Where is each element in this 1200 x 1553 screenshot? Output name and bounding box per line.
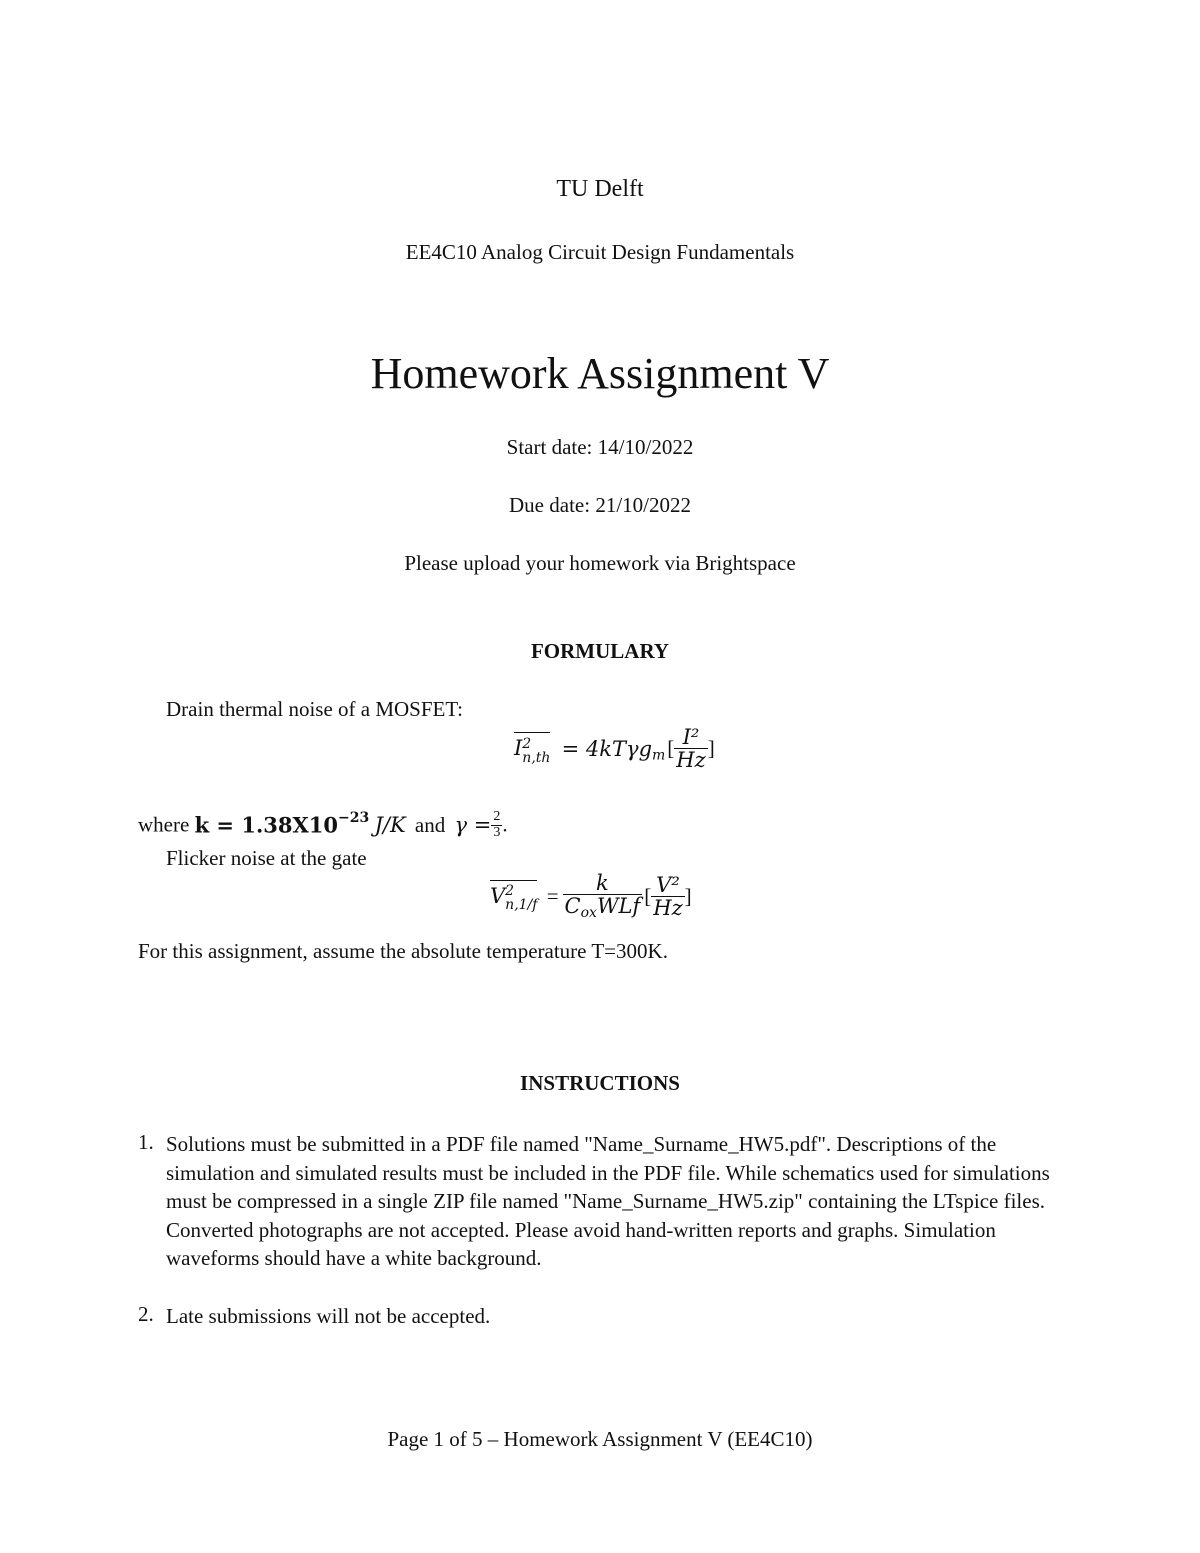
- university-name: TU Delft: [556, 176, 644, 202]
- page-title: Homework Assignment V: [370, 349, 830, 398]
- instructions-heading: INSTRUCTIONS: [520, 1071, 680, 1095]
- k-value: k = 1.38X10: [194, 812, 338, 838]
- gamma-den: 3: [493, 824, 501, 840]
- eq2-fraction: [563, 872, 643, 921]
- list-item: Solutions must be submitted in a PDF file named "Name_Surname_HW5.pdf". Descriptions of the simulation and simulated results must be included in the PDF file. While schematics used for simulations must be compressed in a single ZIP file named "Name_Surname_HW5.zip" containing the LTspice files. Converted photographs are not accepted. Please avoid hand-written reports and graphs. Simulation waveforms should have a white background.: [166, 1132, 1050, 1270]
- gamma-end: .: [502, 812, 508, 837]
- start-date: Start date: 14/10/2022: [506, 435, 694, 459]
- eq2-equals: =: [546, 883, 559, 908]
- gamma-fraction: [491, 810, 502, 840]
- upload-note: Please upload your homework via Brightspace: [404, 551, 796, 575]
- eq2-frac-num: k: [596, 871, 609, 895]
- eq2-lhs-sub: n,1/f: [505, 897, 538, 914]
- gamma-expr: γ =: [454, 813, 492, 838]
- eq2-den-sub: ox: [580, 905, 597, 922]
- eq2-den-base: C: [564, 894, 581, 919]
- eq1-unit-close: ]: [707, 736, 715, 761]
- eq2-unit-num: V²: [656, 872, 680, 897]
- eq2-lhs: [490, 880, 537, 912]
- drain-noise-equation: [514, 726, 715, 771]
- eq2-den-rest: WLf: [596, 894, 641, 919]
- eq1-unit-open: [: [667, 736, 675, 761]
- flicker-label: Flicker noise at the gate: [166, 846, 367, 870]
- list-item-number: 1.: [138, 1130, 154, 1154]
- eq1-lhs-sup: 2: [522, 735, 532, 752]
- eq2-unit-den: Hz: [653, 895, 683, 920]
- k-unit: J/K: [374, 813, 406, 838]
- constants-line: [138, 810, 508, 840]
- k-exponent: −23: [338, 810, 370, 826]
- page-footer: Page 1 of 5 – Homework Assignment V (EE4C10): [387, 1427, 813, 1451]
- eq2-unit-open: [: [644, 883, 652, 908]
- eq1-unit-fraction: [674, 726, 707, 771]
- eq1-lhs: [514, 732, 550, 764]
- eq1-lhs-sub: n,th: [522, 749, 551, 766]
- flicker-noise-equation: [490, 872, 692, 921]
- eq1-lhs-base: I: [514, 736, 523, 761]
- eq2-lhs-base: V: [490, 884, 506, 909]
- gamma-num: 2: [493, 809, 501, 824]
- where-word: where: [138, 812, 190, 837]
- eq2-lhs-sup: 2: [505, 883, 515, 900]
- list-item-number: 2.: [138, 1302, 154, 1326]
- eq2-unit-close: ]: [684, 883, 692, 908]
- eq1-rhs: = 4kTγg: [561, 736, 653, 761]
- drain-noise-label: Drain thermal noise of a MOSFET:: [166, 697, 463, 721]
- eq2-frac-den: [563, 894, 643, 921]
- eq1-rhs-sub: m: [652, 747, 666, 764]
- due-date: Due date: 21/10/2022: [509, 493, 691, 517]
- eq1-unit-den: Hz: [676, 748, 706, 773]
- and-word: and: [414, 812, 446, 837]
- eq2-unit-fraction: [651, 874, 684, 919]
- list-item: Late submissions will not be accepted.: [166, 1304, 491, 1328]
- formulary-heading: FORMULARY: [530, 639, 670, 663]
- temperature-note: For this assignment, assume the absolute temperature T=300K.: [138, 939, 668, 963]
- eq1-unit-num: I²: [682, 725, 700, 749]
- course-name: EE4C10 Analog Circuit Design Fundamentals: [405, 240, 795, 264]
